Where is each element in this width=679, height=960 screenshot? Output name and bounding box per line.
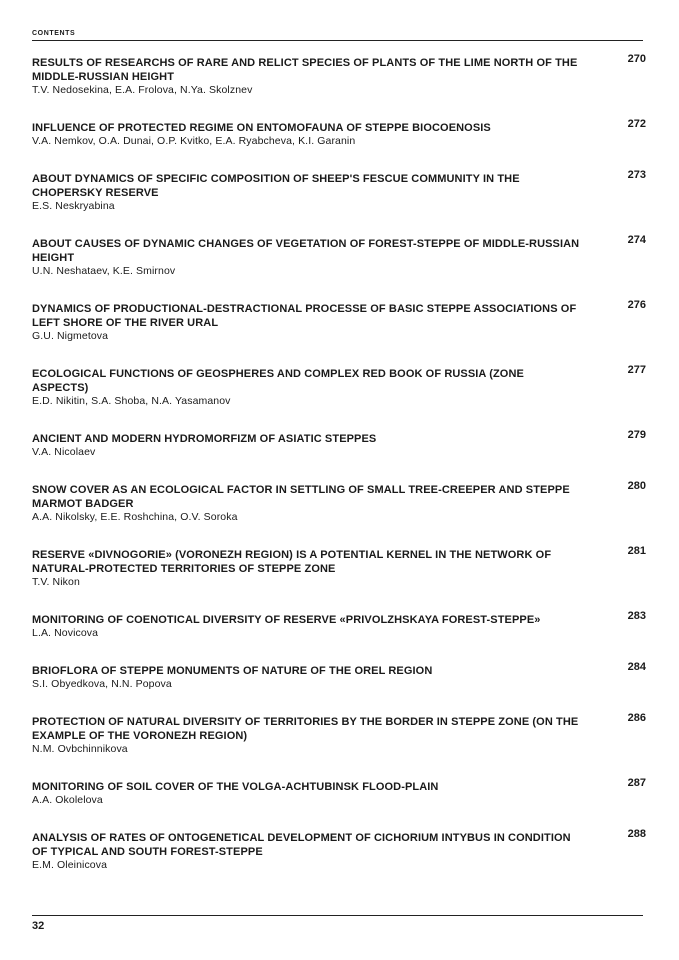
entry-page-number: 286	[627, 712, 646, 724]
entry-authors: E.D. Nikitin, S.A. Shoba, N.A. Yasamanov	[32, 395, 231, 407]
entry-title: ECOLOGICAL FUNCTIONS OF GEOSPHERES AND COMPLEX RED BOOK OF RUSSIA (ZONE ASPECTS)	[32, 368, 524, 394]
entry-authors: U.N. Neshataev, K.E. Smirnov	[32, 265, 176, 277]
table-of-contents	[32, 52, 650, 892]
toc-entry	[32, 233, 650, 278]
entry-authors: L.A. Novicova	[32, 627, 99, 639]
footer-rule	[32, 915, 643, 916]
entry-authors: A.A. Nikolsky, E.E. Roshchina, O.V. Soroka	[32, 511, 238, 523]
toc-entry	[32, 479, 650, 524]
toc-entry	[32, 117, 650, 148]
entry-title: DYNAMICS OF PRODUCTIONAL-DESTRACTIONAL PROCESSE OF BASIC STEPPE ASSOCIATIONS OF LEFT SHORE OF THE RIVER URAL	[32, 303, 577, 329]
toc-entry	[32, 609, 650, 640]
entry-page-number: 274	[627, 234, 646, 246]
entry-title: MONITORING OF COENOTICAL DIVERSITY OF RESERVE «PRIVOLZHSKAYA FOREST-STEPPE»	[32, 614, 541, 626]
entry-title: SNOW COVER AS AN ECOLOGICAL FACTOR IN SETTLING OF SMALL TREE-CREEPER AND STEPPE MARMOT BADGER	[32, 484, 570, 510]
entry-page-number: 272	[627, 118, 646, 130]
entry-page-number: 287	[627, 777, 646, 789]
entry-page-number: 283	[627, 610, 646, 622]
entry-page-number: 273	[627, 169, 646, 181]
entry-page-number: 277	[627, 364, 646, 376]
toc-entry	[32, 168, 650, 213]
entry-authors: N.M. Ovbchinnikova	[32, 743, 128, 755]
toc-entry	[32, 827, 650, 872]
toc-entry	[32, 776, 650, 807]
toc-entry	[32, 428, 650, 459]
entry-authors: T.V. Nedosekina, E.A. Frolova, N.Ya. Skolznev	[32, 84, 253, 96]
entry-authors: E.M. Oleinicova	[32, 859, 108, 871]
entry-title: MONITORING OF SOIL COVER OF THE VOLGA-ACHTUBINSK FLOOD-PLAIN	[32, 781, 439, 793]
entry-page-number: 288	[627, 828, 646, 840]
entry-page-number: 276	[627, 299, 646, 311]
entry-authors: G.U. Nigmetova	[32, 330, 109, 342]
entry-title: INFLUENCE OF PROTECTED REGIME ON ENTOMOFAUNA OF STEPPE BIOCOENOSIS	[32, 122, 491, 134]
entry-title: PROTECTION OF NATURAL DIVERSITY OF TERRITORIES BY THE BORDER IN STEPPE ZONE (ON THE EXAMPLE OF THE VORONEZH REGION)	[32, 716, 579, 742]
entry-authors: S.I. Obyedkova, N.N. Popova	[32, 678, 172, 690]
entry-authors: V.A. Nemkov, O.A. Dunai, O.P. Kvitko, E.A. Ryabcheva, K.I. Garanin	[32, 135, 356, 147]
toc-entry	[32, 363, 650, 408]
page-number: 32	[32, 920, 45, 932]
entry-title: ABOUT DYNAMICS OF SPECIFIC COMPOSITION OF SHEEP'S FESCUE COMMUNITY IN THE CHOPERSKY RESERVE	[32, 173, 520, 199]
entry-title: ANALYSIS OF RATES OF ONTOGENETICAL DEVELOPMENT OF CICHORIUM INTYBUS IN CONDITION OF TYPICAL AND SOUTH FOREST-STEPPE	[32, 832, 571, 858]
toc-entry	[32, 52, 650, 97]
entry-title: RESULTS OF RESEARCHS OF RARE AND RELICT SPECIES OF PLANTS OF THE LIME NORTH OF THE MIDDLE-RUSSIAN HEIGHT	[32, 57, 578, 83]
entry-authors: T.V. Nikon	[32, 576, 80, 588]
entry-page-number: 279	[627, 429, 646, 441]
toc-entry	[32, 544, 650, 589]
entry-page-number: 281	[627, 545, 646, 557]
entry-title: ANCIENT AND MODERN HYDROMORFIZM OF ASIATIC STEPPES	[32, 433, 377, 445]
entry-title: ABOUT CAUSES OF DYNAMIC CHANGES OF VEGETATION OF FOREST-STEPPE OF MIDDLE-RUSSIAN HEIGHT	[32, 238, 580, 264]
entry-title: BRIOFLORA OF STEPPE MONUMENTS OF NATURE OF THE OREL REGION	[32, 665, 433, 677]
entry-title: RESERVE «DIVNOGORIE» (VORONEZH REGION) IS A POTENTIAL KERNEL IN THE NETWORK OF NATURAL-PROTECTED TERRITORIES OF STEPPE ZONE	[32, 549, 552, 575]
entry-authors: E.S. Neskryabina	[32, 200, 115, 212]
entry-page-number: 284	[627, 661, 646, 673]
entry-authors: A.A. Okolelova	[32, 794, 103, 806]
toc-entry	[32, 298, 650, 343]
toc-entry	[32, 711, 650, 756]
header-rule	[32, 40, 643, 41]
running-head: CONTENTS	[32, 30, 76, 37]
entry-authors: V.A. Nicolaev	[32, 446, 96, 458]
entry-page-number: 270	[627, 53, 646, 65]
entry-page-number: 280	[627, 480, 646, 492]
toc-entry	[32, 660, 650, 691]
